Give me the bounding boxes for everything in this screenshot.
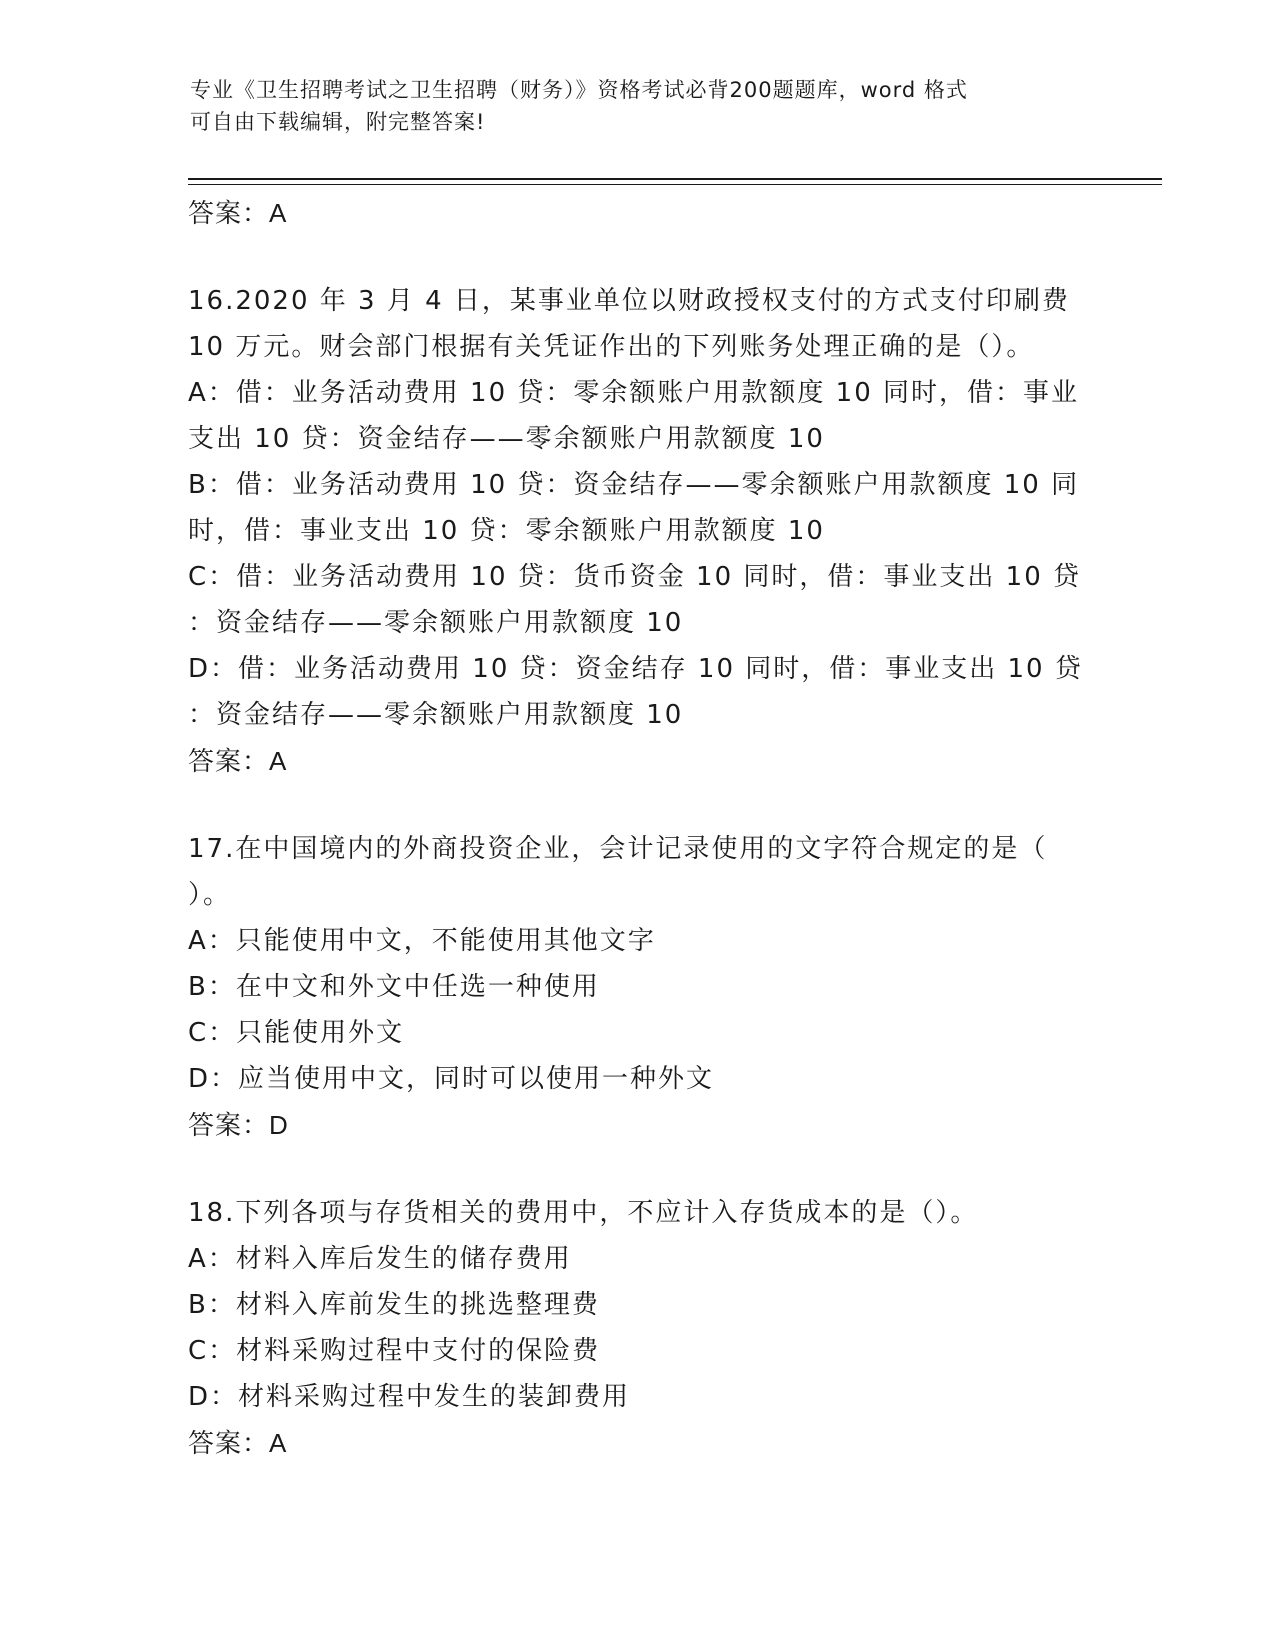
option-a: A：只能使用中文，不能使用其他文字 bbox=[188, 926, 656, 956]
question-line: 10 万元。财会部门根据有关凭证作出的下列账务处理正确的是（）。 bbox=[188, 332, 1035, 362]
option-a: A：借：业务活动费用 10 贷：零余额账户用款额度 10 同时，借：事业 bbox=[188, 378, 1080, 408]
question-line: 18.下列各项与存货相关的费用中，不应计入存货成本的是（）。 bbox=[188, 1198, 979, 1228]
option-c-cont: ：资金结存——零余额账户用款额度 10 bbox=[188, 608, 684, 638]
question-16 bbox=[188, 278, 1088, 784]
spacer bbox=[188, 784, 1088, 826]
document-header bbox=[190, 74, 1090, 138]
question-list bbox=[188, 190, 1088, 1466]
question-17 bbox=[188, 826, 1088, 1148]
option-b: B：材料入库前发生的挑选整理费 bbox=[188, 1290, 600, 1320]
option-b: B：在中文和外文中任选一种使用 bbox=[188, 972, 600, 1002]
option-c: C：只能使用外文 bbox=[188, 1018, 405, 1048]
option-c: C：材料采购过程中支付的保险费 bbox=[188, 1336, 601, 1366]
question-line: 16.2020 年 3 月 4 日，某事业单位以财政授权支付的方式支付印刷费 bbox=[188, 286, 1070, 316]
header-rule-thick bbox=[188, 178, 1162, 180]
option-d-cont: ：资金结存——零余额账户用款额度 10 bbox=[188, 700, 684, 730]
header-rule-thin bbox=[188, 184, 1162, 185]
previous-answer: 答案：A bbox=[188, 198, 288, 228]
option-c: C：借：业务活动费用 10 贷：货币资金 10 同时，借：事业支出 10 贷 bbox=[188, 562, 1081, 592]
option-d: D：应当使用中文，同时可以使用一种外文 bbox=[188, 1064, 715, 1094]
option-b-cont: 时，借：事业支出 10 贷：零余额账户用款额度 10 bbox=[188, 516, 825, 546]
option-d: D：材料采购过程中发生的装卸费用 bbox=[188, 1382, 631, 1412]
spacer bbox=[188, 236, 1088, 278]
question-18 bbox=[188, 1190, 1088, 1466]
spacer bbox=[188, 1148, 1088, 1190]
answer-16: 答案：A bbox=[188, 746, 288, 776]
question-line: ）。 bbox=[188, 880, 232, 910]
answer-18: 答案：A bbox=[188, 1428, 288, 1458]
option-d: D：借：业务活动费用 10 贷：资金结存 10 同时，借：事业支出 10 贷 bbox=[188, 654, 1083, 684]
header-line-2: 可自由下载编辑，附完整答案! bbox=[190, 110, 486, 134]
question-line: 17.在中国境内的外商投资企业，会计记录使用的文字符合规定的是（ bbox=[188, 834, 1048, 864]
option-b: B：借：业务活动费用 10 贷：资金结存——零余额账户用款额度 10 同 bbox=[188, 470, 1080, 500]
header-line-1: 专业《卫生招聘考试之卫生招聘（财务）》资格考试必背200题题库，word 格式 bbox=[190, 78, 968, 102]
option-a: A：材料入库后发生的储存费用 bbox=[188, 1244, 572, 1274]
option-a-cont: 支出 10 贷：资金结存——零余额账户用款额度 10 bbox=[188, 424, 825, 454]
answer-17: 答案：D bbox=[188, 1110, 289, 1140]
